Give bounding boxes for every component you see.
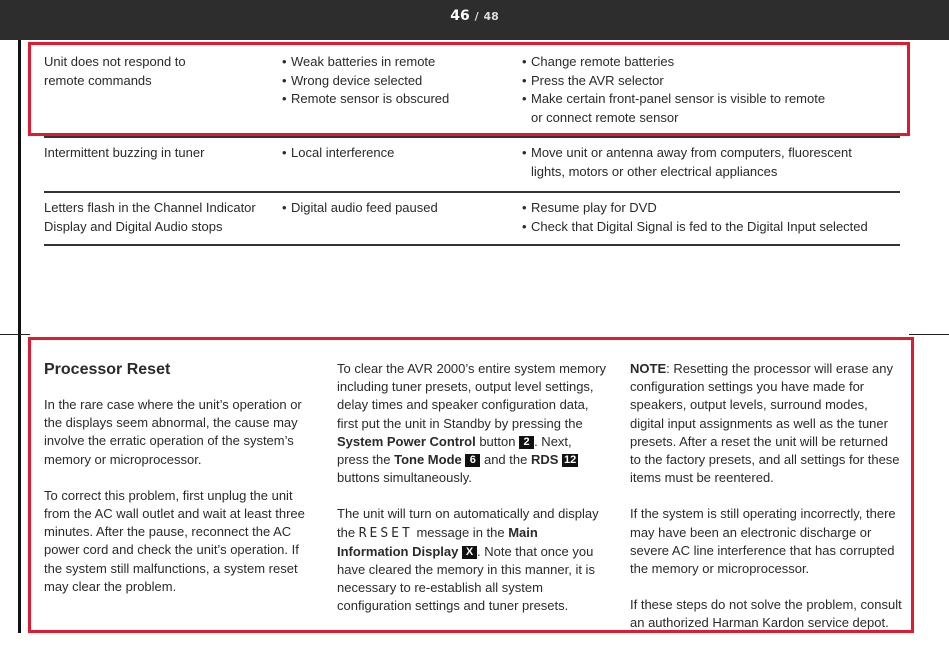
solution-item: • Make certain front-panel sensor is visible to remote or connect remote sensor — [522, 90, 832, 127]
text-run: The unit will turn on automatically and display the — [337, 506, 599, 540]
text-run: button — [475, 433, 520, 449]
symptom-cell: Unit does not respond to remote commands — [44, 54, 186, 88]
paragraph — [337, 505, 607, 615]
cause-item: • Weak batteries in remote — [282, 53, 507, 72]
cause-cell — [282, 144, 507, 163]
table-row — [44, 199, 900, 245]
pdf-toolbar — [0, 0, 949, 40]
cause-item: • Local interference — [282, 144, 507, 163]
symptom-cell: Intermittent buzzing in tuner — [44, 145, 205, 160]
solution-item: • Change remote batteries — [522, 53, 832, 72]
page-left-border — [18, 40, 21, 633]
section-divider-right — [909, 334, 949, 335]
solution-item: • Press the AVR selector — [522, 72, 832, 91]
symptom-cell: Letters flash in the Channel Indicator Display and Digital Audio stops — [44, 200, 256, 234]
text-run: . Next, press the — [337, 433, 572, 468]
cause-cell — [282, 199, 507, 218]
key-callout: X — [462, 546, 477, 559]
text-run: . Note that once you have cleared the memory in this manner, it is necessary to re-establish all system configuration settings and tuner presets. — [337, 543, 595, 614]
reset-column-2 — [337, 360, 607, 634]
solution-item: • Move unit or antenna away from computers, fluorescent lights, motors or other electrical appliances — [522, 144, 882, 181]
key-callout: 2 — [519, 436, 534, 449]
page-indicator — [0, 8, 949, 24]
solution-cell — [522, 199, 902, 236]
paragraph: If the system is still operating incorrectly, there may have been an electronic discharge or severe AC line interference that has corrupted the memory or microprocessor. — [630, 506, 896, 577]
paragraph: If these steps do not solve the problem, consult an authorized Harman Kardon service depot. — [630, 597, 902, 631]
total-pages: 48 — [483, 10, 499, 23]
text-run: and the — [480, 452, 531, 468]
key-callout: 12 — [564, 454, 577, 467]
control-name: System Power Control — [337, 433, 476, 449]
control-name: RDS — [530, 452, 559, 468]
paragraph: To correct this problem, first unplug the unit from the AC wall outlet and wait at least three minutes. After the pause, reconnect the AC power cord and check the unit’s operation. If the system still malfunctions, a system reset may clear the problem. — [44, 487, 305, 594]
solution-cell — [522, 53, 832, 127]
row-divider — [44, 244, 900, 246]
solution-item: • Check that Digital Signal is fed to the Digital Input selected — [522, 218, 902, 237]
paragraph — [630, 360, 902, 487]
lcd-message: RESET — [358, 525, 413, 541]
text-run: To clear the AVR 2000’s entire system memory including tuner presets, output level settings, delay times and speaker configuration data, first put the unit in Standby by pressing the — [337, 361, 607, 431]
reset-column-1 — [44, 360, 316, 614]
row-divider — [44, 191, 900, 193]
text-run: : Resetting the processor will erase any configuration settings you have made for speakers, output levels, surround modes, digital input assignments as well as the tuner presets. After a reset the unit will be returned to the factory presets, and all settings for these items must be reentered. — [630, 361, 900, 486]
note-label: NOTE — [630, 361, 667, 376]
table-row — [44, 144, 900, 190]
section-divider-left — [0, 334, 30, 335]
solution-item: • Resume play for DVD — [522, 199, 902, 218]
table-row — [44, 53, 900, 129]
control-name: Tone Mode — [394, 452, 462, 468]
paragraph — [337, 360, 607, 487]
key-callout: 6 — [465, 454, 480, 467]
reset-column-3 — [630, 360, 902, 651]
cause-item: • Wrong device selected — [282, 72, 507, 91]
current-page[interactable]: 46 — [450, 8, 470, 24]
section-heading: Processor Reset — [44, 361, 171, 378]
text-run: message in the — [412, 524, 509, 540]
cause-item: • Digital audio feed paused — [282, 199, 507, 218]
text-run: buttons simultaneously. — [337, 470, 472, 486]
page-separator: / — [474, 10, 479, 23]
row-divider — [44, 136, 900, 138]
cause-cell — [282, 53, 507, 109]
solution-cell — [522, 144, 882, 181]
paragraph: In the rare case where the unit’s operation or the displays seem abnormal, the cause may involve the erratic operation of the system’s memory or microprocessor. — [44, 397, 302, 467]
cause-item: • Remote sensor is obscured — [282, 90, 507, 109]
control-name: Main Information Display — [337, 524, 538, 559]
